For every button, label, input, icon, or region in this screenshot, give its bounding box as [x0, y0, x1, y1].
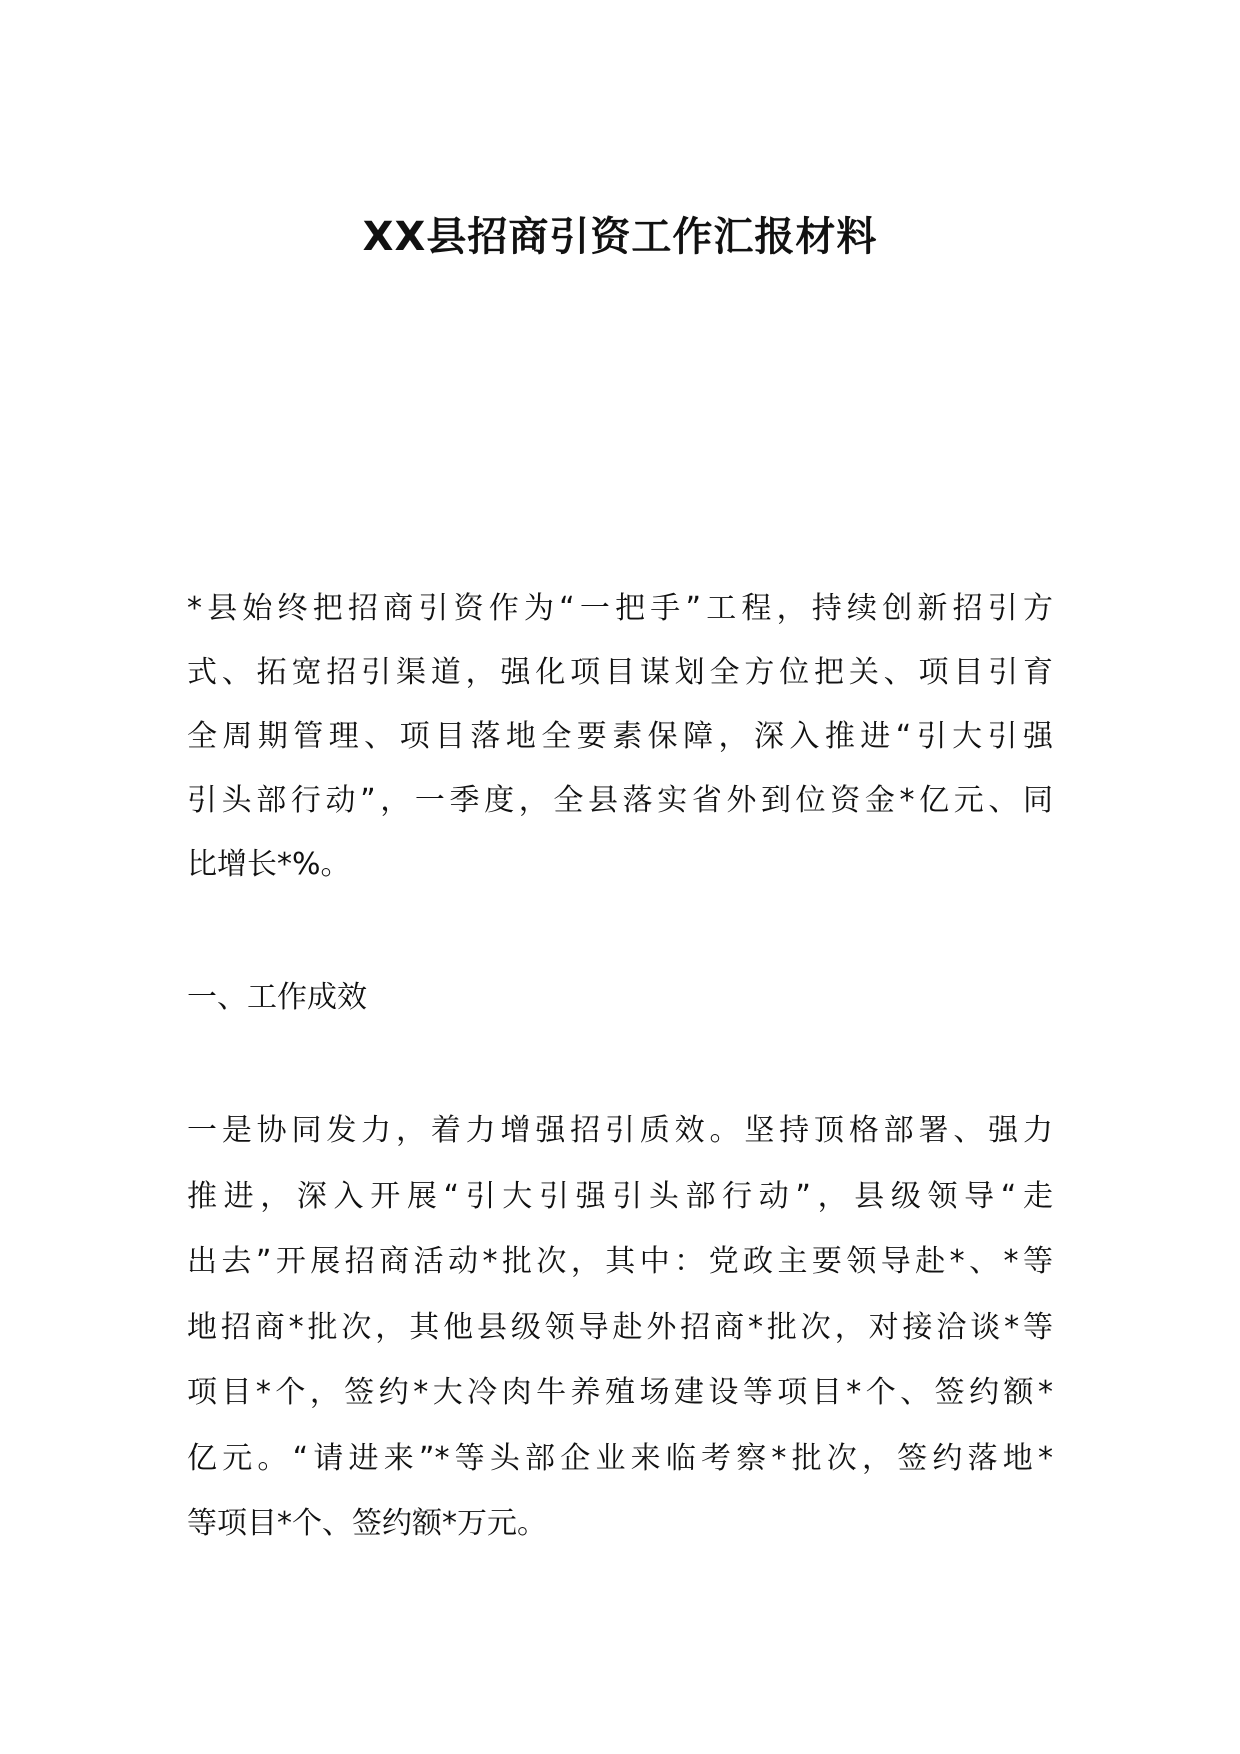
- paragraph-line: 出去”开展招商活动*批次，其中：党政主要领导赴*、*等: [187, 1244, 1053, 1279]
- paragraph-line: 等项目*个、签约额*万元。: [187, 1506, 547, 1541]
- document-title: XX县招商引资工作汇报材料: [362, 214, 878, 260]
- paragraph-line: 项目*个，签约*大冷肉牛养殖场建设等项目*个、签约额*: [187, 1375, 1053, 1410]
- paragraph-line: *县始终把招商引资作为“一把手”工程，持续创新招引方: [187, 591, 1053, 626]
- section1-paragraph: [187, 1098, 1053, 1557]
- paragraph-line: 比增长*%。: [187, 847, 351, 882]
- paragraph-line: 式、拓宽招引渠道，强化项目谋划全方位把关、项目引育: [187, 655, 1053, 690]
- paragraph-line: 推进，深入开展“引大引强引头部行动”，县级领导“走: [187, 1178, 1053, 1214]
- paragraph-line: 一是协同发力，着力增强招引质效。坚持顶格部署、强力: [187, 1113, 1053, 1148]
- paragraph-line: 引头部行动”，一季度，全县落实省外到位资金*亿元、同: [187, 783, 1053, 818]
- section-heading: 一、工作成效: [187, 980, 367, 1015]
- paragraph-line: 亿元。“请进来”*等头部企业来临考察*批次，签约落地*: [187, 1440, 1053, 1476]
- intro-paragraph: [187, 577, 1053, 897]
- paragraph-line: 地招商*批次，其他县级领导赴外招商*批次，对接洽谈*等: [187, 1309, 1053, 1345]
- paragraph-line: 全周期管理、项目落地全要素保障，深入推进“引大引强: [187, 719, 1053, 754]
